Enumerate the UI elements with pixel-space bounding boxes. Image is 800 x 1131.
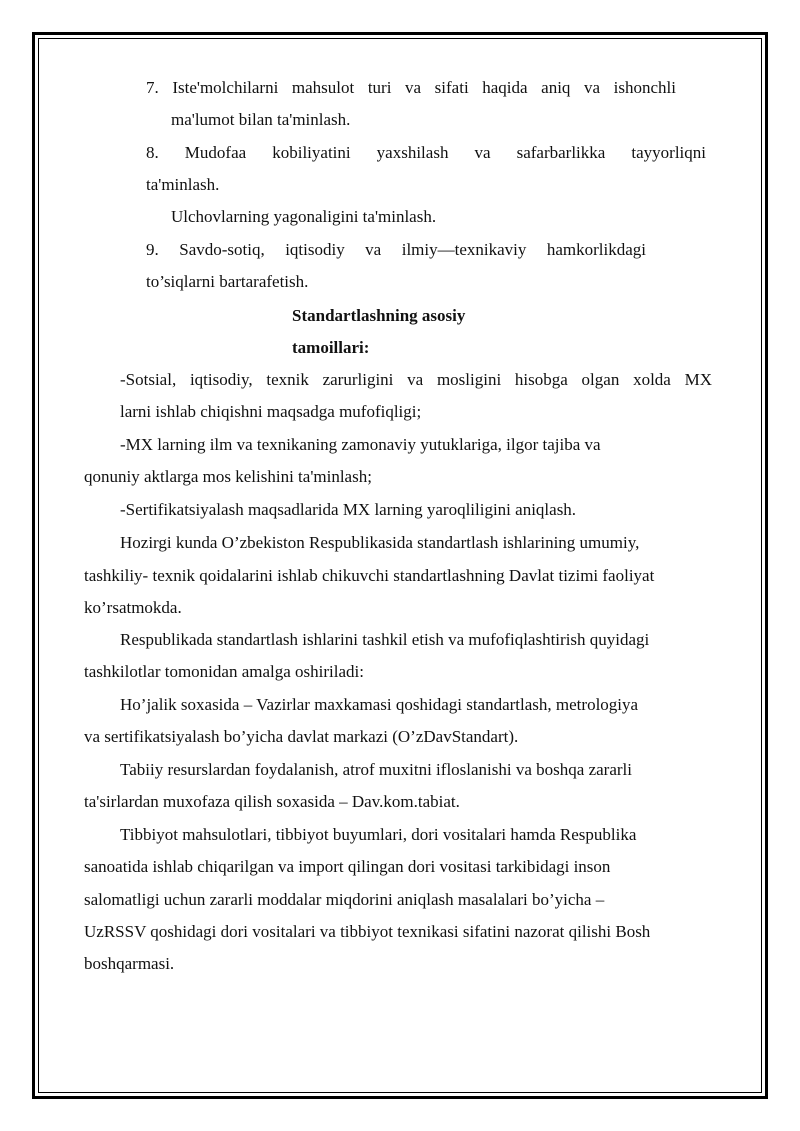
paragraph-5-line-1: Tibbiyot mahsulotlari, tibbiyot buyumlari, dori vositalari hamda Respublika bbox=[120, 825, 637, 844]
list-item-8-line-1: 8. Mudofaa kobiliyatini yaxshilash va safarbarlikka tayyorliqni bbox=[146, 143, 706, 162]
list-item-8-line-3: Ulchovlarning yagonaligini ta'minlash. bbox=[171, 207, 437, 226]
list-item-8-line-2: ta'minlash. bbox=[146, 175, 220, 194]
paragraph-1-line-3: ko’rsatmokda. bbox=[84, 598, 182, 617]
paragraph-2-line-2: tashkilotlar tomonidan amalga oshiriladi: bbox=[84, 662, 364, 681]
paragraph-5-line-5: boshqarmasi. bbox=[84, 954, 175, 973]
principle-2-line-1: -MX larning ilm va texnikaning zamonaviy yutuklariga, ilgor tajiba va bbox=[120, 435, 601, 454]
principle-1-line-2: larni ishlab chiqishni maqsadga mufofiqligi; bbox=[120, 402, 422, 421]
paragraph-3-line-2: va sertifikatsiyalash bo’yicha davlat markazi (O’zDavStandart). bbox=[84, 727, 519, 746]
paragraph-3-line-1: Ho’jalik soxasida – Vazirlar maxkamasi qoshidagi standartlash, metrologiya bbox=[120, 695, 639, 714]
paragraph-1-line-1: Hozirgi kunda O’zbekiston Respublikasida standartlash ishlarining umumiy, bbox=[120, 533, 640, 552]
paragraph-2-line-1: Respublikada standartlash ishlarini tashkil etish va mufofiqlashtirish quyidagi bbox=[120, 630, 650, 649]
list-item-7-line-2: ma'lumot bilan ta'minlash. bbox=[171, 110, 351, 129]
paragraph-4-line-2: ta'sirlardan muxofaza qilish soxasida – Dav.kom.tabiat. bbox=[84, 792, 460, 811]
paragraph-1-line-2: tashkiliy- texnik qoidalarini ishlab chikuvchi standartlashning Davlat tizimi faoliyat bbox=[84, 566, 655, 585]
principle-3-line-1: -Sertifikatsiyalash maqsadlarida MX larning yaroqliligini aniqlash. bbox=[120, 500, 577, 519]
principle-2-line-2: qonuniy aktlarga mos kelishini ta'minlash; bbox=[84, 467, 372, 486]
paragraph-5-line-4: UzRSSV qoshidagi dori vositalari va tibbiyot texnikasi sifatini nazorat qilishi Bosh bbox=[84, 922, 651, 941]
list-item-9-line-2: to’siqlarni bartarafetish. bbox=[146, 272, 309, 291]
paragraph-5-line-3: salomatligi uchun zararli moddalar miqdorini aniqlash masalalari bo’yicha – bbox=[84, 890, 605, 909]
principle-1-line-1: -Sotsial, iqtisodiy, texnik zarurligini va mosligini hisobga olgan xolda MX bbox=[120, 370, 712, 389]
paragraph-5-line-2: sanoatida ishlab chiqarilgan va import qilingan dori vositasi tarkibidagi inson bbox=[84, 857, 611, 876]
section-heading-line-2: tamoillari: bbox=[292, 338, 370, 357]
paragraph-4-line-1: Tabiiy resurslardan foydalanish, atrof muxitni ifloslanishi va boshqa zararli bbox=[120, 760, 632, 779]
section-heading-line-1: Standartlashning asosiy bbox=[292, 306, 466, 325]
list-item-9-line-1: 9. Savdo-sotiq, iqtisodiy va ilmiy—texnikaviy hamkorlikdagi bbox=[146, 240, 646, 259]
list-item-7-line-1: 7. Iste'molchilarni mahsulot turi va sifati haqida aniq va ishonchli bbox=[146, 78, 676, 97]
